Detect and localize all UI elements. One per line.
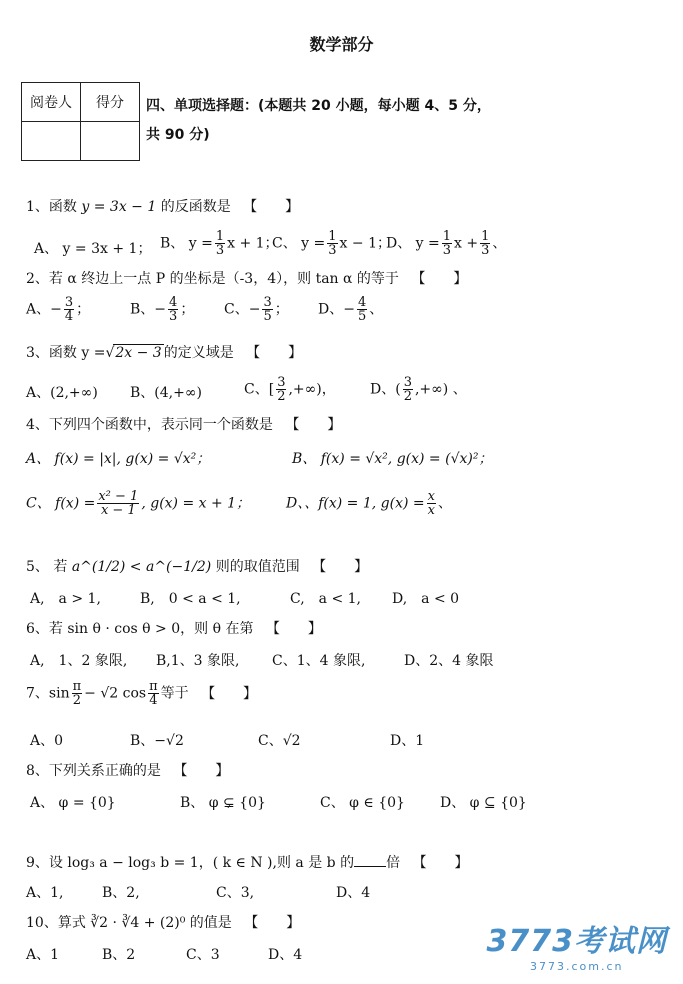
q2-c-frac — [262, 296, 272, 323]
section-heading — [146, 92, 566, 150]
q2-a-frac — [64, 296, 74, 323]
q1-d-den1: 3 — [442, 243, 452, 258]
q9-option-b: B、2, — [102, 885, 140, 901]
q2-c-post: ； — [274, 301, 289, 318]
q1-b-num: 1 — [215, 229, 225, 244]
q4-d-num: x — [427, 489, 435, 504]
q10-option-d: D、4 — [268, 947, 303, 963]
answer-bracket: 【 】 — [173, 763, 230, 779]
q2-d-post: 、 — [369, 301, 384, 318]
q3-pre: 3、函数 y = — [26, 345, 106, 361]
q8-option-b: B、 φ ⊊ {0} — [180, 795, 266, 811]
q2-b-den: 3 — [169, 309, 178, 324]
answer-bracket: 【 】 — [411, 271, 468, 287]
q7-pre: 7、sin — [26, 685, 70, 702]
q7-option-a: A、0 — [30, 733, 64, 749]
q7-mid: − √2 cos — [84, 685, 147, 702]
score-cell — [81, 122, 140, 161]
q3-d-post: ,+∞) 、 — [414, 381, 467, 398]
question-3: 3、函数 y =√2x − 3 的定义域是 【 】 — [26, 345, 303, 361]
score-header: 得分 — [81, 83, 140, 122]
q3-c-num: 3 — [277, 375, 286, 390]
q5-option-a: A, a > 1, — [30, 591, 101, 607]
site-watermark-logo — [487, 916, 668, 973]
question-9 — [26, 852, 469, 872]
q1-d-mid: x + — [454, 235, 479, 252]
q4-d-pre: D、、f(x) = 1, g(x) = — [286, 495, 425, 512]
q2-b-pre: B、− — [130, 301, 167, 318]
q3-d-pre: D、( — [370, 381, 401, 398]
q3-c-pre: C、[ — [244, 381, 275, 398]
q3-c-frac — [276, 376, 286, 403]
q3-d-num: 3 — [403, 375, 412, 390]
q1-c-num: 1 — [328, 229, 337, 244]
q1-d-num2: 1 — [481, 229, 490, 244]
q2-d-pre: D、− — [318, 301, 355, 318]
q6-option-c: C、1、4 象限, — [272, 653, 366, 669]
q2-b-num: 4 — [169, 295, 178, 310]
q9-option-d: D、4 — [336, 885, 371, 901]
q3-option-d — [370, 376, 467, 403]
q1-b-pre: B、 y = — [160, 235, 213, 252]
q7-option-c: C、√2 — [258, 733, 301, 749]
q3-d-den: 2 — [403, 389, 412, 404]
q2-b-frac — [168, 296, 178, 323]
q7-den2: 4 — [149, 693, 158, 708]
q2-d-num: 4 — [357, 295, 367, 310]
q4-text: 4、下列四个函数中，表示同一个函数是 — [26, 417, 273, 433]
q5-expr: a^(1/2) < a^(−1/2) — [71, 559, 212, 575]
q1-b-frac — [215, 230, 225, 257]
q1-b-den: 3 — [215, 243, 225, 258]
q1-c-frac — [327, 230, 337, 257]
q9-post: 倍 — [386, 855, 401, 871]
q9-option-c: C、3, — [216, 885, 255, 901]
q6-option-d: D、2、4 象限 — [404, 653, 494, 669]
q4-option-b: B、 f(x) = √x², g(x) = (√x)²； — [292, 451, 493, 467]
q9-option-a: A、1, — [26, 885, 64, 901]
q10-option-c: C、3 — [186, 947, 220, 963]
q1-c-pre: C、 y = — [272, 235, 326, 252]
q3-option-a: A、(2,+∞) — [26, 385, 98, 401]
reviewer-header: 阅卷人 — [22, 83, 81, 122]
answer-bracket: 【 】 — [285, 417, 342, 433]
q8-option-a: A、 φ = {0} — [30, 795, 116, 811]
q1-c-post: x − 1； — [339, 235, 391, 252]
q1-d-den2: 3 — [481, 243, 490, 258]
q1-option-c — [272, 230, 391, 257]
q1-option-a: A、 y = 3x + 1； — [34, 241, 152, 257]
q2-a-pre: A、− — [26, 301, 62, 318]
q7-frac-1 — [72, 680, 83, 707]
q5-option-b: B, 0 < a < 1, — [140, 591, 241, 607]
q1-d-num1: 1 — [442, 229, 452, 244]
q1-d-frac-2 — [480, 230, 490, 257]
answer-bracket: 【 】 — [312, 559, 369, 575]
q7-num1: π — [72, 679, 82, 694]
q2-option-d — [318, 296, 383, 323]
q5-post: 则的取值范围 — [215, 559, 300, 575]
q1-option-b — [160, 230, 279, 257]
q1-suffix: 的反函数是 — [160, 199, 231, 215]
q4-option-d — [286, 490, 452, 517]
question-5 — [26, 556, 368, 576]
q3-c-post: ,+∞)， — [288, 381, 336, 398]
q2-c-num: 3 — [263, 295, 272, 310]
q2-b-post: ； — [180, 301, 195, 318]
reviewer-cell — [22, 122, 81, 161]
q5-option-d: D, a < 0 — [392, 591, 460, 607]
answer-bracket: 【 】 — [201, 685, 258, 702]
q2-text: 2、若 α 终边上一点 P 的坐标是（-3，4），则 tan α 的等于 — [26, 271, 399, 287]
q2-a-post: ； — [76, 301, 91, 318]
q4-d-den: x — [427, 503, 435, 518]
q8-option-d: D、 φ ⊆ {0} — [440, 795, 527, 811]
q1-option-d — [386, 230, 506, 257]
q10-option-b: B、2 — [102, 947, 136, 963]
answer-bracket: 【 】 — [246, 345, 303, 361]
q2-option-b — [130, 296, 194, 323]
answer-bracket: 【 】 — [412, 855, 469, 871]
q4-d-frac — [427, 490, 436, 517]
q8-text: 8、下列关系正确的是 — [26, 763, 161, 779]
q4-d-post: 、 — [437, 495, 452, 512]
q2-c-pre: C、− — [224, 301, 261, 318]
q1-prefix: 1、函数 — [26, 199, 77, 215]
q4-c-pre: C、 f(x) = — [26, 495, 96, 512]
q7-num2: π — [149, 679, 158, 694]
answer-bracket: 【 】 — [243, 199, 300, 215]
q10-option-a: A、1 — [26, 947, 60, 963]
answer-bracket: 【 】 — [244, 915, 301, 931]
q6-text: 6、若 sin θ · cos θ > 0，则 θ 在第 — [26, 621, 254, 637]
answer-bracket: 【 】 — [265, 621, 322, 637]
q9-blank — [354, 866, 386, 867]
q4-c-frac — [97, 490, 139, 517]
q2-d-den: 5 — [357, 309, 367, 324]
q4-option-c — [26, 490, 250, 517]
q2-d-frac — [357, 296, 367, 323]
section-line-1: 四、单项选择题：(本题共 20 小题，每小题 4、5 分， — [146, 98, 491, 114]
q4-option-a: A、 f(x) = |x|, g(x) = √x²； — [26, 451, 211, 467]
q1-d-post: 、 — [492, 235, 507, 252]
q5-option-c: C, a < 1, — [290, 591, 361, 607]
q4-c-den: x − 1 — [100, 503, 136, 518]
q7-option-d: D、1 — [390, 733, 425, 749]
question-2 — [26, 268, 467, 288]
q2-c-den: 5 — [263, 309, 272, 324]
question-4 — [26, 414, 341, 434]
q5-pre: 5、 若 — [26, 559, 68, 575]
q2-a-num: 3 — [64, 295, 74, 310]
q2-a-den: 4 — [64, 309, 74, 324]
q1-expr: y = 3x − 1 — [81, 199, 157, 215]
q7-option-b: B、−√2 — [130, 733, 184, 749]
question-6 — [26, 618, 322, 638]
q3-post: 的定义域是 — [163, 345, 234, 361]
question-8 — [26, 760, 229, 780]
q6-option-b: B,1、3 象限, — [156, 653, 240, 669]
q9-pre: 9、设 log₃ a − log₃ b = 1，( k ∈ N ),则 a 是 b 的 — [26, 855, 355, 871]
q1-c-den: 3 — [328, 243, 337, 258]
q6-option-a: A, 1、2 象限, — [30, 653, 128, 669]
page-title: 数学部分 — [309, 35, 374, 54]
q2-option-c — [224, 296, 289, 323]
q8-option-c: C、 φ ∈ {0} — [320, 795, 405, 811]
q1-d-frac-1 — [442, 230, 452, 257]
q4-c-num: x² − 1 — [98, 489, 139, 504]
q3-c-den: 2 — [277, 389, 286, 404]
q1-b-post: x + 1； — [227, 235, 279, 252]
q7-den1: 2 — [72, 693, 81, 708]
score-table — [21, 82, 140, 161]
q7-frac-2 — [148, 680, 159, 707]
section-line-2: 共 90 分) — [146, 127, 210, 143]
question-10 — [26, 912, 300, 932]
logo-sub-text: 3773.com.cn — [530, 960, 624, 973]
question-7 — [26, 680, 257, 707]
q10-text: 10、算式 ∛2 · ∛4 + (2)⁰ 的值是 — [26, 915, 232, 931]
q3-radicand: 2x − 3 — [115, 345, 162, 361]
q3-d-frac — [403, 376, 413, 403]
q4-c-post: , g(x) = x + 1； — [141, 495, 251, 512]
question-1 — [26, 196, 299, 216]
q3-option-b: B、(4,+∞) — [130, 385, 202, 401]
q2-option-a — [26, 296, 90, 323]
q7-post: 等于 — [160, 685, 189, 702]
q1-d-pre: D、 y = — [386, 235, 440, 252]
logo-main-text: 3773考试网 — [486, 924, 667, 959]
q3-option-c — [244, 376, 336, 403]
